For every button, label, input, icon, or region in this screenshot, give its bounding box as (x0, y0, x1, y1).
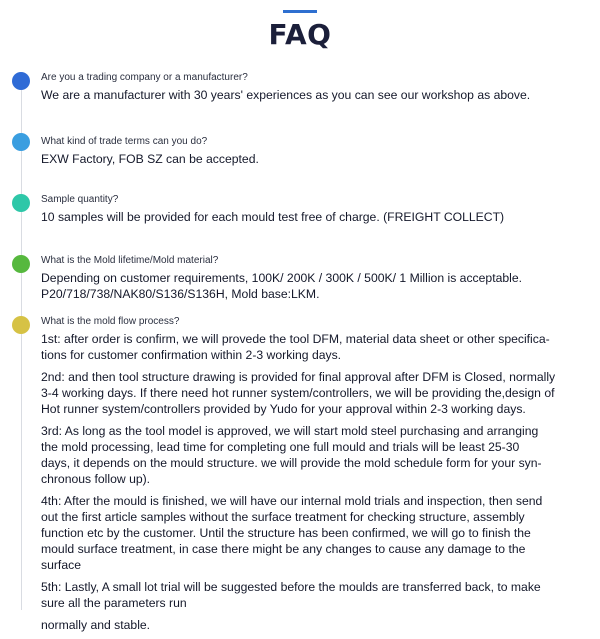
faq-answer (41, 87, 591, 103)
faq-answer-paragraph: 5th: Lastly, A small lot trial will be suggested before the moulds are transferred back, to make sure all the parameters run (41, 580, 541, 610)
faq-item-mold-flow (41, 316, 591, 639)
faq-answer-paragraph: 10 samples will be provided for each mould test free of charge. (FREIGHT COLLECT) (41, 210, 505, 224)
faq-item-trade-terms (41, 136, 591, 173)
faq-answer-paragraph: 2nd: and then tool structure drawing is provided for final approval after DFM is Closed, normally 3-4 working days. If there need hot runner system/controllers, we will be providing the,design of Hot runner system/controllers provided by Yudo for your approval within 2-3 working days. (41, 370, 556, 416)
timeline-dot-2 (12, 133, 30, 151)
faq-question: Are you a trading company or a manufacturer? (41, 72, 248, 83)
timeline-dot-1 (12, 72, 30, 90)
faq-answer-paragraph: 3rd: As long as the tool model is approved, we will start mold steel purchasing and arranging the mold processing, lead time for completing one full mould and trials will be least 25-30 days, it depends on the mould structure. we will provide the mold schedule form for your syn- chronous follow up). (41, 424, 542, 486)
faq-question: What kind of trade terms can you do? (41, 136, 208, 147)
timeline-dot-3 (12, 194, 30, 212)
faq-answer-paragraph: 1st: after order is confirm, we will provede the tool DFM, material data sheet or other specifica- tions for customer confirmation within 2-3 working days. (41, 332, 550, 362)
faq-answer (41, 270, 591, 302)
title-accent-bar (283, 10, 317, 13)
page-title: FAQ (268, 18, 332, 51)
faq-item-mold-lifetime (41, 255, 591, 308)
faq-question: Sample quantity? (41, 194, 119, 205)
faq-answer-paragraph: Depending on customer requirements, 100K/ 200K / 300K / 500K/ 1 Million is acceptable. P20/718/738/NAK80/S136/S136H, Mold base:LKM. (41, 271, 523, 301)
faq-answer-paragraph: EXW Factory, FOB SZ can be accepted. (41, 152, 259, 166)
faq-item-trading-company (41, 72, 591, 109)
timeline-dot-5 (12, 316, 30, 334)
faq-answer (41, 331, 591, 633)
faq-answer (41, 209, 591, 225)
faq-question: What is the mold flow process? (41, 316, 180, 327)
faq-question: What is the Mold lifetime/Mold material? (41, 255, 219, 266)
timeline-line (21, 90, 22, 610)
timeline-dot-4 (12, 255, 30, 273)
faq-answer-paragraph: 4th: After the mould is finished, we will have our internal mold trials and inspection, then send out the first article samples without the surface treatment for checking structure, assembly function etc by the customer. Until the structure has been confirmed, we will go to finish the mould surface treatment, in case there might be any changes to cause any damage to the surface (41, 494, 543, 572)
faq-answer-paragraph: We are a manufacturer with 30 years' experiences as you can see our workshop as above. (41, 88, 531, 102)
faq-answer-paragraph: normally and stable. (41, 618, 151, 632)
faq-answer (41, 151, 591, 167)
faq-item-sample-quantity (41, 194, 591, 231)
